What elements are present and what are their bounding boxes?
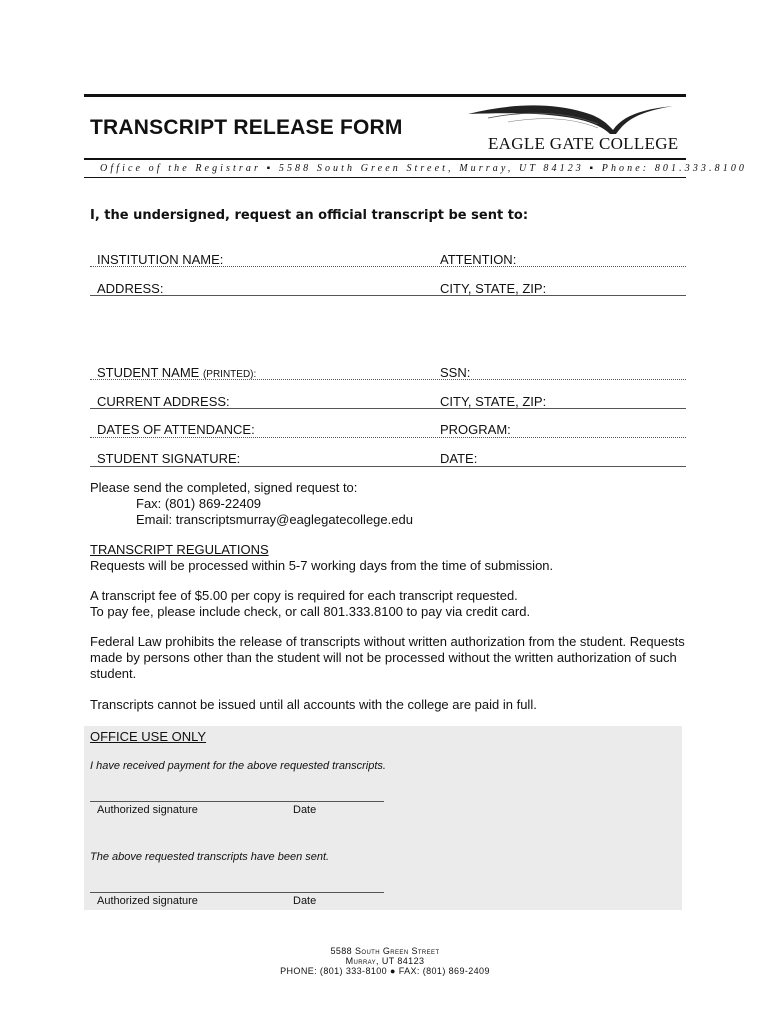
date-label-2: Date: [293, 895, 317, 907]
address-label: ADDRESS:: [97, 281, 164, 296]
regulations-accounts: Transcripts cannot be issued until all accounts with the college are paid in full.: [90, 697, 537, 712]
send-fax: Fax: (801) 869-22409: [136, 496, 262, 511]
program-label: PROGRAM:: [440, 422, 511, 437]
office-use-heading: OFFICE USE ONLY: [90, 729, 207, 744]
attention-label: ATTENTION:: [440, 252, 517, 267]
student-name-field-line[interactable]: [90, 379, 686, 380]
institution-field-line[interactable]: [90, 266, 686, 267]
signature-field-line[interactable]: [90, 466, 686, 467]
current-address-field-line[interactable]: [90, 408, 686, 409]
footer-phone-fax: PHONE: (801) 333-8100 ● FAX: (801) 869-2409: [280, 966, 490, 976]
regulations-federal: Federal Law prohibits the release of transcripts without written authorization from the student. Requests made by persons other than the student will not be processed without the written authorization of such student.: [90, 634, 685, 681]
registrar-address-line: Office of the Registrar ▪ 5588 South Green Street, Murray, UT 84123 ▪ Phone: 801.333.8100: [100, 163, 748, 174]
attendance-field-line[interactable]: [90, 437, 686, 438]
regulations-fee-2: To pay fee, please include check, or call 801.333.8100 to pay via credit card.: [90, 604, 531, 619]
regulations-processing: Requests will be processed within 5-7 working days from the time of submission.: [90, 558, 554, 573]
dates-of-attendance-label: DATES OF ATTENDANCE:: [97, 422, 255, 437]
header-rule: [84, 158, 686, 160]
office-use-panel: [84, 726, 682, 910]
authorized-signature-label-1: Authorized signature: [97, 804, 198, 816]
ssn-label: SSN:: [440, 365, 471, 380]
city-state-zip-label: CITY, STATE, ZIP:: [440, 281, 547, 296]
regulations-fee-1: A transcript fee of $5.00 per copy is required for each transcript requested.: [90, 588, 518, 603]
date-label-1: Date: [293, 804, 317, 816]
send-instructions-lead: Please send the completed, signed request to:: [90, 480, 358, 495]
institution-name-label: INSTITUTION NAME:: [97, 252, 224, 267]
student-name-label: [97, 365, 256, 380]
signature-line-2[interactable]: [90, 892, 384, 893]
header-top-rule: [84, 94, 686, 97]
authorized-signature-label-2: Authorized signature: [97, 895, 198, 907]
regulations-heading: TRANSCRIPT REGULATIONS: [90, 542, 269, 557]
send-email[interactable]: Email: transcriptsmurray@eaglegatecollege.edu: [136, 512, 413, 527]
current-address-label: CURRENT ADDRESS:: [97, 394, 230, 409]
signature-line-1[interactable]: [90, 801, 384, 802]
student-name-text: STUDENT NAME: [97, 365, 200, 380]
student-name-note: (PRINTED):: [202, 369, 257, 380]
request-intro: I, the undersigned, request an official transcript be sent to:: [90, 208, 529, 223]
payment-received-note: I have received payment for the above requested transcripts.: [90, 760, 386, 772]
footer-city: Murray, UT 84123: [345, 956, 425, 966]
footer-street: 5588 South Green Street: [330, 946, 440, 956]
date-label: DATE:: [440, 451, 478, 466]
form-title: TRANSCRIPT RELEASE FORM: [90, 116, 403, 139]
office-line-rule: [84, 177, 686, 178]
transcripts-sent-note: The above requested transcripts have been sent.: [90, 851, 330, 863]
student-signature-label: STUDENT SIGNATURE:: [97, 451, 241, 466]
address-field-line[interactable]: [90, 295, 686, 296]
city-state-zip-2-label: CITY, STATE, ZIP:: [440, 394, 547, 409]
logo-wordmark: EAGLE GATE COLLEGE: [488, 134, 679, 153]
